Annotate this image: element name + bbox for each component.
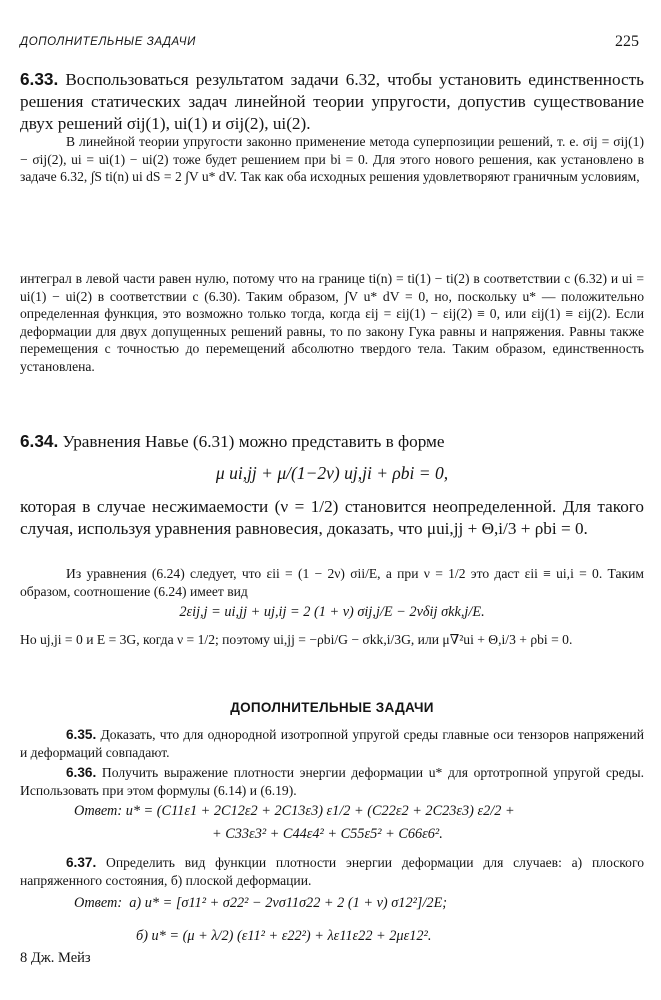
- problem-number: 6.33.: [20, 69, 59, 89]
- problem-6-36-answer-line1: [74, 803, 515, 820]
- answer-b-formula: u* = (μ + λ/2) (ε11² + ε22²) + λε11ε22 + 2με12².: [151, 928, 432, 944]
- problem-6-37-answer-b: [136, 928, 431, 945]
- answer-a-formula: u* = [σ11² + σ22² − 2νσ11σ22 + 2 (1 + ν) σ12²]/2E;: [144, 895, 448, 911]
- problem-text: Уравнения Навье (6.31) можно представить в форме: [62, 432, 445, 451]
- navier-equation: μ ui,jj + μ/(1−2ν) uj,ji + ρbi = 0,: [215, 463, 449, 483]
- problem-number: 6.35.: [66, 727, 97, 742]
- answer-label: Ответ:: [74, 803, 123, 819]
- problem-6-34-solution-end: Но uj,ji = 0 и E = 3G, когда ν = 1/2; поэтому ui,jj = −ρbi/G − σkk,i/3G, или μ∇²ui + Θ,i/3 + ρbi = 0.: [20, 632, 573, 647]
- problem-6-34-intro: [20, 430, 644, 453]
- problem-6-33-solution-part1: В линейной теории упругости законно применение метода суперпозиции решений, т. е. σij = σij(1) − σij(2), ui = ui(1) − ui(2) тоже будет решением при bi = 0. Для этого нового решения, как установлено в задаче 6.32, ∫S ti(n) ui dS = 2 ∫V u* dV. Так как оба исходных решения удовлетворяют граничным условиям,: [20, 134, 644, 184]
- problem-text: Определить вид функции плотности энергии деформации для случаев: а) плоского напряженного состояния, б) плоской деформации.: [20, 855, 644, 888]
- problem-6-34-statement-rest: которая в случае несжимаемости (ν = 1/2) становится неопределенной. Для такого случая, используя уравнения равновесия, доказать, что μui,jj + Θ,i/3 + ρbi = 0.: [20, 497, 644, 538]
- answer-a-label: а): [129, 895, 142, 911]
- answer-b-label: б): [136, 928, 148, 944]
- problem-6-33-statement: [20, 68, 644, 135]
- printer-signature: 8 Дж. Мейз: [20, 950, 91, 966]
- running-header: [20, 33, 639, 51]
- problem-text: Получить выражение плотности энергии деформации u* для ортотропной упругой среды. Использовать при этом формулы (6.14) и (6.19).: [20, 765, 644, 798]
- answer-label: Ответ:: [74, 895, 123, 911]
- section-heading: ДОПОЛНИТЕЛЬНЫЕ ЗАДАЧИ: [230, 700, 434, 715]
- running-title: ДОПОЛНИТЕЛЬНЫЕ ЗАДАЧИ: [20, 36, 196, 48]
- problem-6-36: [20, 764, 644, 799]
- problem-6-37: [20, 854, 644, 889]
- problem-6-37-answer-a: [74, 895, 447, 912]
- problem-text: Воспользоваться результатом задачи 6.32, чтобы установить единственность решения статических задач линейной теории упругости, допустив существование двух решений σij(1), ui(1) и σij(2), ui(2).: [20, 70, 644, 133]
- problem-6-34-solution-equation: 2εij,j = ui,jj + uj,ij = 2 (1 + ν) σij,j/E − 2νδij σkk,j/E.: [179, 604, 485, 620]
- problem-6-33-solution-part2: интеграл в левой части равен нулю, потому что на границе ti(n) = ti(1) − ti(2) в соответствии с (6.32) и ui = ui(1) − ui(2) в соответствии с (6.30). Таким образом, ∫V u* dV = 0, но, поскольку u* — положительно определенная функция, это возможно только тогда, когда εij = εij(1) − εij(2) ≡ 0, или εij(1) ≡ εij(2). Если деформации для двух допущенных решений равны, то по закону Гука равны и напряжения. Равны также перемещения с точностью до перемещений абсолютно твердого тела. Таким образом, единственность установлена.: [20, 271, 644, 374]
- problem-6-36-answer-line2: + C33ε3² + C44ε4² + C55ε5² + C66ε6².: [212, 826, 443, 842]
- problem-number: 6.37.: [66, 855, 97, 870]
- problem-6-35: [20, 726, 644, 761]
- problem-number: 6.36.: [66, 765, 97, 780]
- problem-number: 6.34.: [20, 431, 59, 451]
- answer-formula: u* = (C11ε1 + 2C12ε2 + 2C13ε3) ε1/2 + (C22ε2 + 2C23ε3) ε2/2 +: [125, 803, 515, 819]
- page-number: 225: [615, 33, 639, 50]
- problem-text: Доказать, что для однородной изотропной упругой среды главные оси тензоров напряжений и деформаций совпадают.: [20, 727, 644, 760]
- problem-6-34-solution-intro: Из уравнения (6.24) следует, что εii = (1 − 2ν) σii/E, а при ν = 1/2 это даст εii ≡ ui,i = 0. Таким образом, соотношение (6.24) имеет вид: [20, 566, 644, 599]
